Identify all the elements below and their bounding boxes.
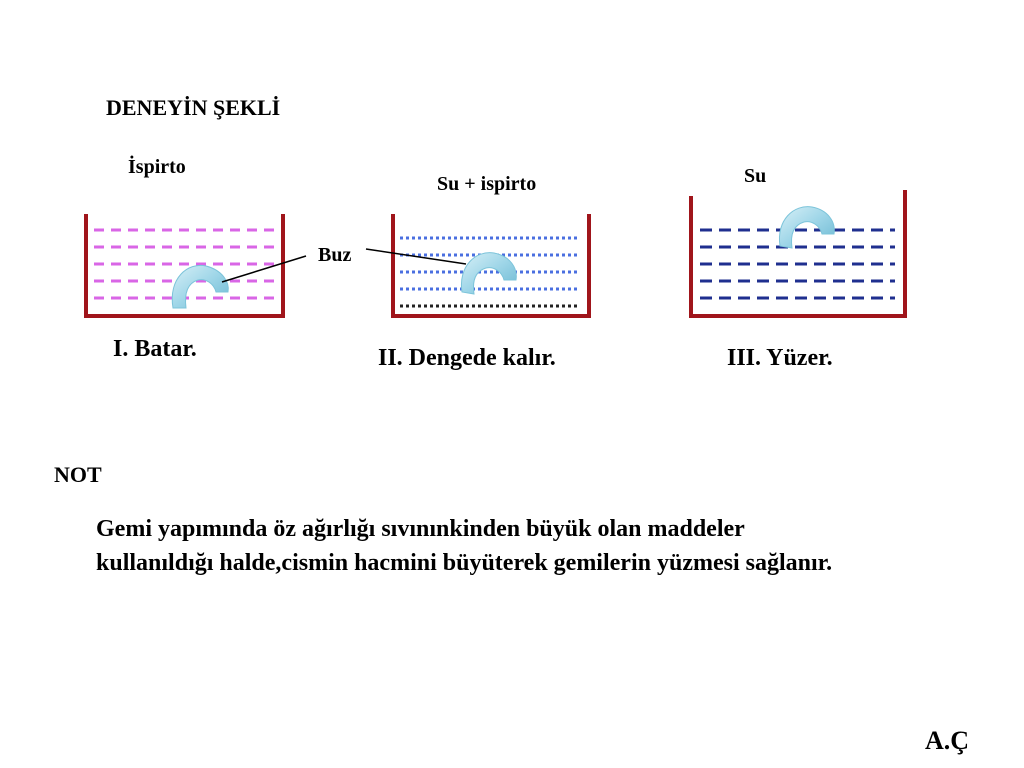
container-2 [393, 214, 589, 316]
caption-3: III. Yüzer. [727, 345, 833, 371]
note-line-2: kullanıldığı halde,cismin hacmini büyüterek gemilerin yüzmesi sağlanır. [96, 550, 833, 576]
caption-2: II. Dengede kalır. [378, 345, 556, 371]
page-title: DENEYİN ŞEKLİ [106, 95, 281, 120]
container-1 [86, 214, 283, 316]
liquid-lines-3 [700, 230, 895, 298]
ice-3 [779, 207, 834, 248]
object-label: Buz [318, 244, 352, 266]
buz-pointer-left [222, 256, 306, 282]
container-3 [691, 190, 905, 316]
caption-1: I. Batar. [113, 336, 197, 362]
signature: A.Ç [925, 726, 970, 755]
note-heading: NOT [54, 462, 102, 487]
liquid-label-3: Su [744, 165, 767, 187]
liquid-label-2: Su + ispirto [437, 173, 537, 195]
ice-1 [172, 265, 228, 308]
liquid-label-1: İspirto [128, 156, 186, 178]
note-text [96, 512, 996, 580]
note-line-1: Gemi yapımında öz ağırlığı sıvınınkinden büyük olan maddeler [96, 516, 745, 542]
